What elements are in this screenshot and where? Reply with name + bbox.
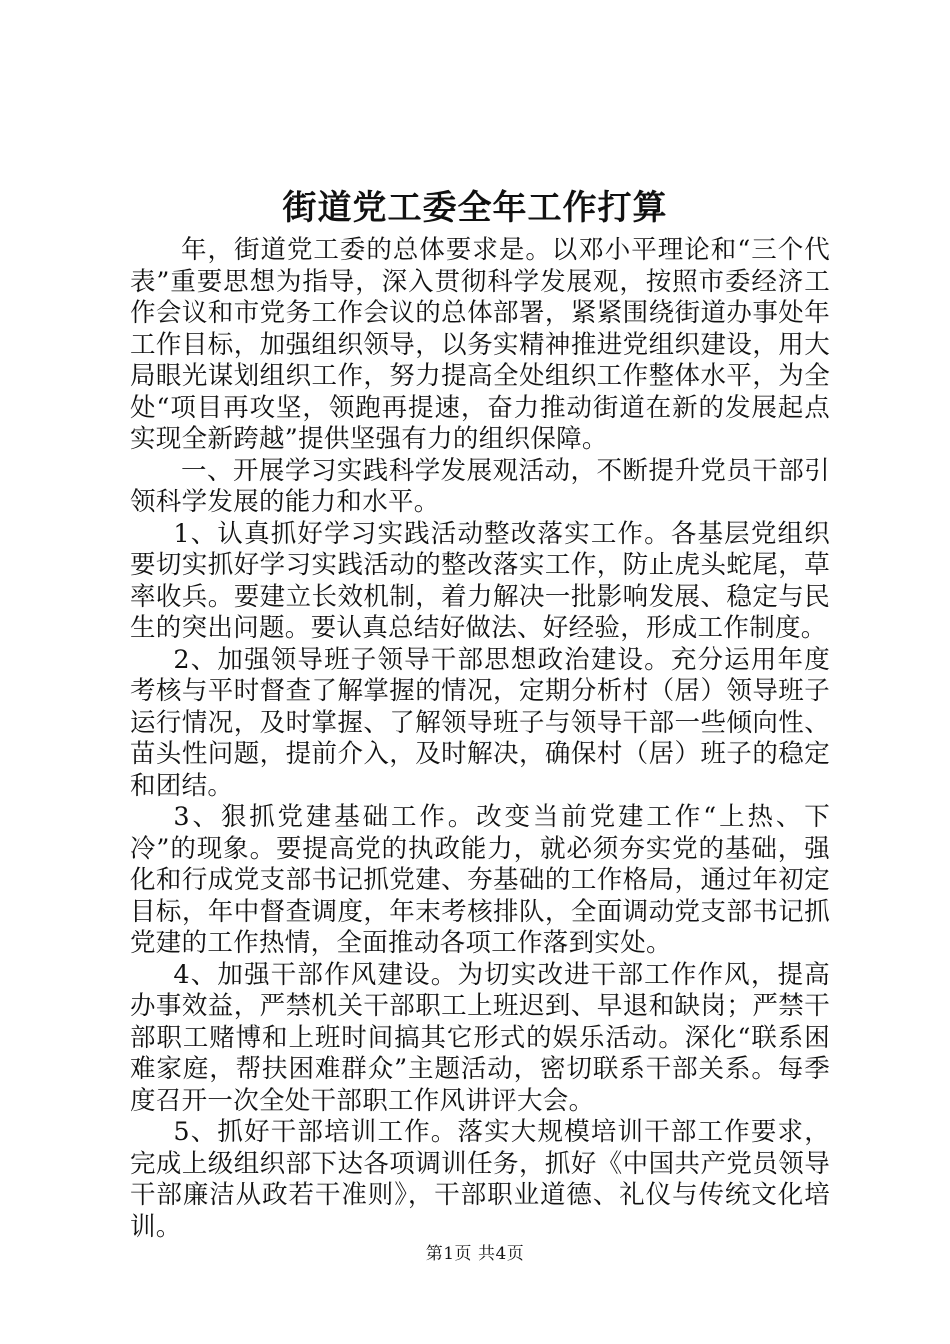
page-number-footer: 第1页 共4页 xyxy=(425,1244,525,1264)
document-title: 街道党工委全年工作打算 xyxy=(282,188,668,228)
item-paragraph-1: 1、认真抓好学习实践活动整改落实工作。各基层党组织要切实抓好学习实践活动的整改落实工作，防止虎头蛇尾，草率收兵。要建立长效机制，着力解决一批影响发展、稳定与民生的突出问题。要认真总结好做法、好经验，形成工作制度。 xyxy=(130,518,830,643)
item-paragraph-4: 4、加强干部作风建设。为切实改进干部工作作风，提高办事效益，严禁机关干部职工上班迟到、早退和缺岗；严禁干部职工赌博和上班时间搞其它形式的娱乐活动。深化“联系困难家庭，帮扶困难群众”主题活动，密切联系干部关系。每季度召开一次全处干部职工作风讲评大会。 xyxy=(130,959,830,1116)
document-body xyxy=(130,235,830,1243)
item-paragraph-5: 5、抓好干部培训工作。落实大规模培训干部工作要求，完成上级组织部下达各项调训任务，抓好《中国共产党员领导干部廉洁从政若干准则》，干部职业道德、礼仪与传统文化培训。 xyxy=(130,1117,830,1242)
intro-paragraph: 年，街道党工委的总体要求是。以邓小平理论和“三个代表”重要思想为指导，深入贯彻科学发展观，按照市委经济工作会议和市党务工作会议的总体部署，紧紧围绕街道办事处年工作目标，加强组织领导，以务实精神推进党组织建设，用大局眼光谋划组织工作，努力提高全处组织工作整体水平，为全处“项目再攻坚，领跑再提速，奋力推动街道在新的发展起点实现全新跨越”提供坚强有力的组织保障。 xyxy=(130,235,830,454)
section-heading-1: 一、开展学习实践科学发展观活动，不断提升党员干部引领科学发展的能力和水平。 xyxy=(130,455,830,517)
item-paragraph-2: 2、加强领导班子领导干部思想政治建设。充分运用年度考核与平时督查了解掌握的情况，定期分析村（居）领导班子运行情况，及时掌握、了解领导班子与领导干部一些倾向性、苗头性问题，提前介入，及时解决，确保村（居）班子的稳定和团结。 xyxy=(130,644,830,801)
item-paragraph-3: 3、狠抓党建基础工作。改变当前党建工作“上热、下冷”的现象。要提高党的执政能力，就必须夯实党的基础，强化和行成党支部书记抓党建、夯基础的工作格局，通过年初定目标，年中督查调度，年末考核排队，全面调动党支部书记抓党建的工作热情，全面推动各项工作落到实处。 xyxy=(130,802,830,958)
